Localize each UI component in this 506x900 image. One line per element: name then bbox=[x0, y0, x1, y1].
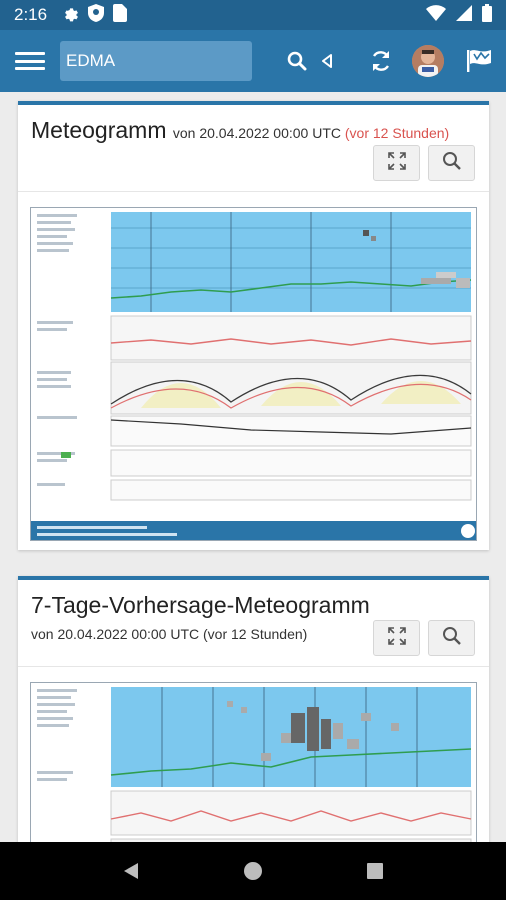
card-title-line bbox=[31, 117, 449, 144]
seven-day-meteogram-image[interactable] bbox=[30, 682, 477, 852]
menu-icon[interactable] bbox=[15, 49, 45, 73]
battery-icon bbox=[482, 4, 492, 27]
seven-day-meteogram-card bbox=[18, 576, 489, 851]
back-arrow-icon[interactable] bbox=[314, 41, 340, 81]
relative-time: (vor 12 Stunden) bbox=[344, 125, 450, 141]
flag-icon[interactable] bbox=[464, 41, 494, 81]
home-icon[interactable] bbox=[233, 851, 273, 891]
meteogram-image[interactable] bbox=[30, 207, 477, 541]
zoom-icon bbox=[442, 151, 462, 176]
zoom-button[interactable] bbox=[428, 620, 475, 656]
card-title: 7-Tage-Vorhersage-Meteogramm bbox=[31, 592, 370, 618]
expand-icon bbox=[388, 152, 406, 175]
search-icon[interactable] bbox=[287, 41, 307, 81]
expand-button[interactable] bbox=[373, 145, 420, 181]
wifi-icon bbox=[426, 5, 446, 26]
system-nav-bar bbox=[0, 842, 506, 900]
gear-icon bbox=[61, 4, 79, 27]
expand-button[interactable] bbox=[373, 620, 420, 656]
zoom-icon bbox=[442, 626, 462, 651]
relative-time: (vor 12 Stunden) bbox=[203, 626, 308, 642]
app-bar bbox=[0, 30, 506, 92]
status-bar bbox=[0, 0, 506, 30]
card-subtitle: von 20.04.2022 00:00 UTC (vor 12 Stunden) bbox=[172, 125, 450, 141]
meteogram-graphic bbox=[31, 208, 477, 541]
recents-icon[interactable] bbox=[355, 851, 395, 891]
seven-day-meteogram-graphic bbox=[31, 683, 477, 852]
search-input[interactable] bbox=[60, 41, 287, 81]
card-divider bbox=[18, 666, 489, 667]
shield-icon bbox=[88, 4, 104, 27]
sim-icon bbox=[113, 4, 127, 27]
signal-icon bbox=[456, 5, 472, 26]
search-box bbox=[60, 41, 252, 81]
meteogram-card bbox=[18, 101, 489, 550]
zoom-button[interactable] bbox=[428, 145, 475, 181]
refresh-icon[interactable] bbox=[366, 41, 396, 81]
card-subtitle: von 20.04.2022 00:00 UTC (vor 12 Stunden) bbox=[31, 626, 308, 642]
status-time: 2:16 bbox=[14, 5, 48, 24]
card-divider bbox=[18, 191, 489, 192]
avatar[interactable] bbox=[412, 45, 444, 77]
back-icon[interactable] bbox=[111, 851, 151, 891]
card-title: Meteogramm bbox=[31, 117, 167, 143]
expand-icon bbox=[388, 627, 406, 650]
